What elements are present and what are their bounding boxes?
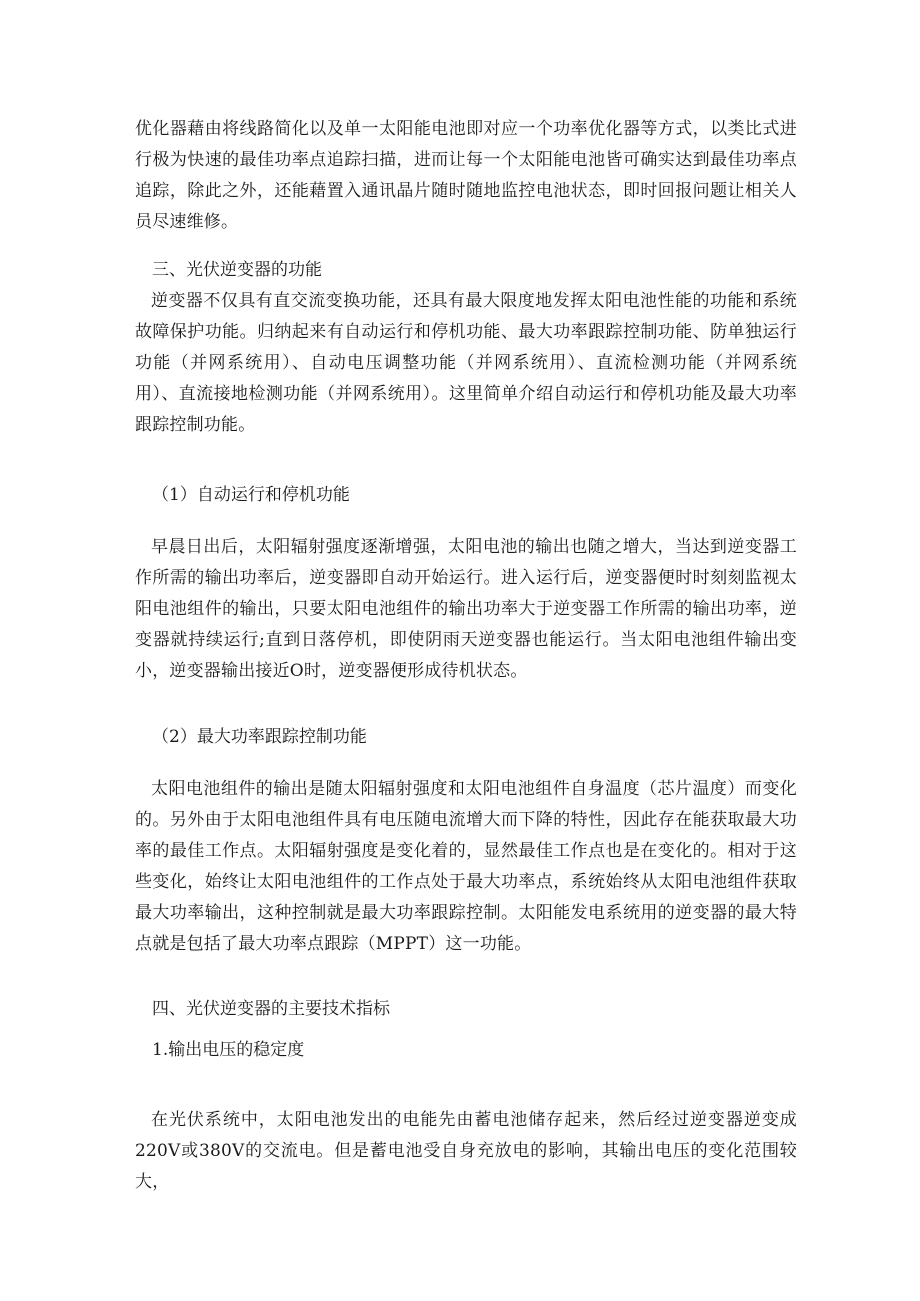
item-heading-output-voltage-stability: 1.输出电压的稳定度 <box>152 1040 305 1060</box>
paragraph-auto-run-stop: 早晨日出后，太阳辐射强度逐渐增强，太阳电池的输出也随之增大，当达到逆变器工作所需的输出功率后，逆变器即自动开始运行。进入运行后，逆变器便时时刻刻监视太阳电池组件的输出，只要太阳电池组件的输出功率大于逆变器工作所需的输出功率，逆变器就持续运行;直到日落停机，即使阴雨天逆变器也能运行。当太阳电池组件输出变小，逆变器输出接近O时，逆变器便形成待机状态。 <box>135 537 797 681</box>
paragraph-output-voltage: 在光伏系统中，太阳电池发出的电能先由蓄电池储存起来，然后经过逆变器逆变成220V或380V的交流电。但是蓄电池受自身充放电的影响，其输出电压的变化范围较大， <box>135 1110 797 1192</box>
section-heading-inverter-functions: 三、光伏逆变器的功能 <box>152 260 322 280</box>
section-heading-technical-indicators: 四、光伏逆变器的主要技术指标 <box>152 999 390 1019</box>
subheading-mppt: （2）最大功率跟踪控制功能 <box>152 727 367 747</box>
paragraph-inverter-functions: 逆变器不仅具有直交流变换功能，还具有最大限度地发挥太阳电池性能的功能和系统故障保护功能。归纳起来有自动运行和停机功能、最大功率跟踪控制功能、防单独运行功能（并网系统用）、自动电压调整功能（并网系统用）、直流检测功能（并网系统用）、直流接地检测功能（并网系统用）。这里简单介绍自动运行和停机功能及最大功率跟踪控制功能。 <box>135 291 797 435</box>
paragraph-optimizer: 优化器藉由将线路简化以及单一太阳能电池即对应一个功率优化器等方式，以类比式进行极为快速的最佳功率点追踪扫描，进而让每一个太阳能电池皆可确实达到最佳功率点追踪，除此之外，还能藉置入通讯晶片随时随地监控电池状态，即时回报问题让相关人员尽速维修。 <box>135 119 797 232</box>
subheading-auto-run-stop: （1）自动运行和停机功能 <box>152 485 350 505</box>
paragraph-mppt: 太阳电池组件的输出是随太阳辐射强度和太阳电池组件自身温度（芯片温度）而变化的。另外由于太阳电池组件具有电压随电流增大而下降的特性，因此存在能获取最大功率的最佳工作点。太阳辐射强度是变化着的，显然最佳工作点也是在变化的。相对于这些变化，始终让太阳电池组件的工作点处于最大功率点，系统始终从太阳电池组件获取最大功率输出，这种控制就是最大功率跟踪控制。太阳能发电系统用的逆变器的最大特点就是包括了最大功率点跟踪（MPPT）这一功能。 <box>135 779 797 954</box>
